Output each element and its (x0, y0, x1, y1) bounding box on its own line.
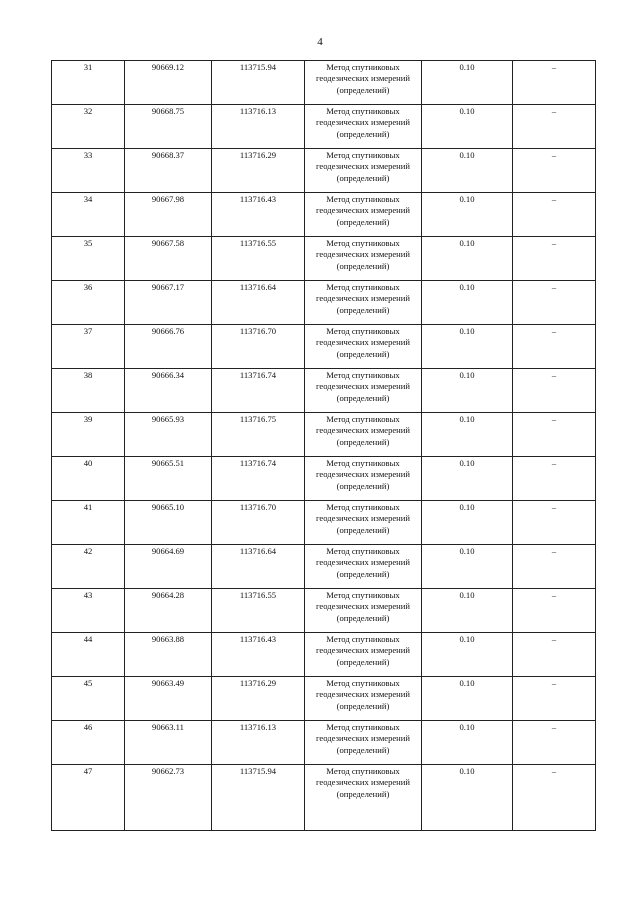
y-coordinate-cell: 113716.29 (212, 677, 305, 721)
method-cell: Метод спутниковых геодезических измерений (определений) (305, 325, 422, 369)
table-row (52, 237, 596, 281)
y-coordinate-cell: 113716.64 (212, 281, 305, 325)
table-row (52, 501, 596, 545)
accuracy-cell: 0.10 (422, 193, 513, 237)
point-number-cell: 44 (52, 633, 125, 677)
point-number-cell: 31 (52, 61, 125, 105)
x-coordinate-cell: 90663.88 (125, 633, 212, 677)
point-number-cell: 36 (52, 281, 125, 325)
y-coordinate-cell: 113716.55 (212, 589, 305, 633)
y-coordinate-cell: 113716.70 (212, 501, 305, 545)
accuracy-cell: 0.10 (422, 677, 513, 721)
y-coordinate-cell: 113716.55 (212, 237, 305, 281)
x-coordinate-cell: 90665.10 (125, 501, 212, 545)
method-cell: Метод спутниковых геодезических измерений (определений) (305, 61, 422, 105)
note-cell: – (513, 61, 596, 105)
method-cell: Метод спутниковых геодезических измерений (определений) (305, 589, 422, 633)
y-coordinate-cell: 113716.64 (212, 545, 305, 589)
accuracy-cell: 0.10 (422, 369, 513, 413)
note-cell: – (513, 193, 596, 237)
note-cell: – (513, 633, 596, 677)
table-row (52, 193, 596, 237)
note-cell: – (513, 589, 596, 633)
x-coordinate-cell: 90663.11 (125, 721, 212, 765)
point-number-cell: 42 (52, 545, 125, 589)
x-coordinate-cell: 90669.12 (125, 61, 212, 105)
point-number-cell: 32 (52, 105, 125, 149)
accuracy-cell: 0.10 (422, 281, 513, 325)
table-row (52, 281, 596, 325)
y-coordinate-cell: 113716.29 (212, 149, 305, 193)
method-cell: Метод спутниковых геодезических измерений (определений) (305, 413, 422, 457)
note-cell: – (513, 457, 596, 501)
table-row (52, 61, 596, 105)
note-cell: – (513, 413, 596, 457)
point-number-cell: 39 (52, 413, 125, 457)
accuracy-cell: 0.10 (422, 589, 513, 633)
accuracy-cell: 0.10 (422, 545, 513, 589)
note-cell: – (513, 149, 596, 193)
table-row (52, 149, 596, 193)
accuracy-cell: 0.10 (422, 61, 513, 105)
point-number-cell: 47 (52, 765, 125, 831)
x-coordinate-cell: 90665.51 (125, 457, 212, 501)
table-row (52, 721, 596, 765)
method-cell: Метод спутниковых геодезических измерений (определений) (305, 721, 422, 765)
x-coordinate-cell: 90667.17 (125, 281, 212, 325)
y-coordinate-cell: 113715.94 (212, 61, 305, 105)
point-number-cell: 34 (52, 193, 125, 237)
x-coordinate-cell: 90666.34 (125, 369, 212, 413)
note-cell: – (513, 721, 596, 765)
note-cell: – (513, 281, 596, 325)
table-row (52, 765, 596, 831)
y-coordinate-cell: 113716.13 (212, 105, 305, 149)
accuracy-cell: 0.10 (422, 413, 513, 457)
point-number-cell: 40 (52, 457, 125, 501)
table-row (52, 677, 596, 721)
y-coordinate-cell: 113716.74 (212, 369, 305, 413)
y-coordinate-cell: 113716.43 (212, 633, 305, 677)
y-coordinate-cell: 113716.75 (212, 413, 305, 457)
x-coordinate-cell: 90664.69 (125, 545, 212, 589)
x-coordinate-cell: 90664.28 (125, 589, 212, 633)
table-row (52, 633, 596, 677)
table-row (52, 457, 596, 501)
x-coordinate-cell: 90667.98 (125, 193, 212, 237)
accuracy-cell: 0.10 (422, 149, 513, 193)
x-coordinate-cell: 90666.76 (125, 325, 212, 369)
point-number-cell: 41 (52, 501, 125, 545)
y-coordinate-cell: 113715.94 (212, 765, 305, 831)
table-row (52, 413, 596, 457)
note-cell: – (513, 765, 596, 831)
table-row (52, 325, 596, 369)
method-cell: Метод спутниковых геодезических измерений (определений) (305, 501, 422, 545)
method-cell: Метод спутниковых геодезических измерений (определений) (305, 149, 422, 193)
note-cell: – (513, 325, 596, 369)
table-row (52, 369, 596, 413)
coordinates-table-body (52, 61, 596, 831)
page-number: 4 (317, 36, 323, 48)
accuracy-cell: 0.10 (422, 237, 513, 281)
point-number-cell: 43 (52, 589, 125, 633)
method-cell: Метод спутниковых геодезических измерений (определений) (305, 765, 422, 831)
table-row (52, 105, 596, 149)
x-coordinate-cell: 90668.75 (125, 105, 212, 149)
point-number-cell: 37 (52, 325, 125, 369)
method-cell: Метод спутниковых геодезических измерений (определений) (305, 237, 422, 281)
y-coordinate-cell: 113716.70 (212, 325, 305, 369)
accuracy-cell: 0.10 (422, 765, 513, 831)
point-number-cell: 35 (52, 237, 125, 281)
accuracy-cell: 0.10 (422, 325, 513, 369)
method-cell: Метод спутниковых геодезических измерений (определений) (305, 281, 422, 325)
table-row (52, 545, 596, 589)
x-coordinate-cell: 90665.93 (125, 413, 212, 457)
method-cell: Метод спутниковых геодезических измерений (определений) (305, 369, 422, 413)
x-coordinate-cell: 90662.73 (125, 765, 212, 831)
x-coordinate-cell: 90663.49 (125, 677, 212, 721)
coordinates-table (51, 60, 596, 831)
table-row (52, 589, 596, 633)
accuracy-cell: 0.10 (422, 721, 513, 765)
point-number-cell: 46 (52, 721, 125, 765)
method-cell: Метод спутниковых геодезических измерений (определений) (305, 677, 422, 721)
accuracy-cell: 0.10 (422, 105, 513, 149)
note-cell: – (513, 677, 596, 721)
note-cell: – (513, 501, 596, 545)
method-cell: Метод спутниковых геодезических измерений (определений) (305, 105, 422, 149)
y-coordinate-cell: 113716.43 (212, 193, 305, 237)
x-coordinate-cell: 90668.37 (125, 149, 212, 193)
x-coordinate-cell: 90667.58 (125, 237, 212, 281)
method-cell: Метод спутниковых геодезических измерений (определений) (305, 193, 422, 237)
note-cell: – (513, 545, 596, 589)
point-number-cell: 38 (52, 369, 125, 413)
point-number-cell: 45 (52, 677, 125, 721)
method-cell: Метод спутниковых геодезических измерений (определений) (305, 633, 422, 677)
y-coordinate-cell: 113716.13 (212, 721, 305, 765)
note-cell: – (513, 237, 596, 281)
point-number-cell: 33 (52, 149, 125, 193)
accuracy-cell: 0.10 (422, 633, 513, 677)
accuracy-cell: 0.10 (422, 501, 513, 545)
method-cell: Метод спутниковых геодезических измерений (определений) (305, 457, 422, 501)
note-cell: – (513, 105, 596, 149)
accuracy-cell: 0.10 (422, 457, 513, 501)
method-cell: Метод спутниковых геодезических измерений (определений) (305, 545, 422, 589)
note-cell: – (513, 369, 596, 413)
y-coordinate-cell: 113716.74 (212, 457, 305, 501)
